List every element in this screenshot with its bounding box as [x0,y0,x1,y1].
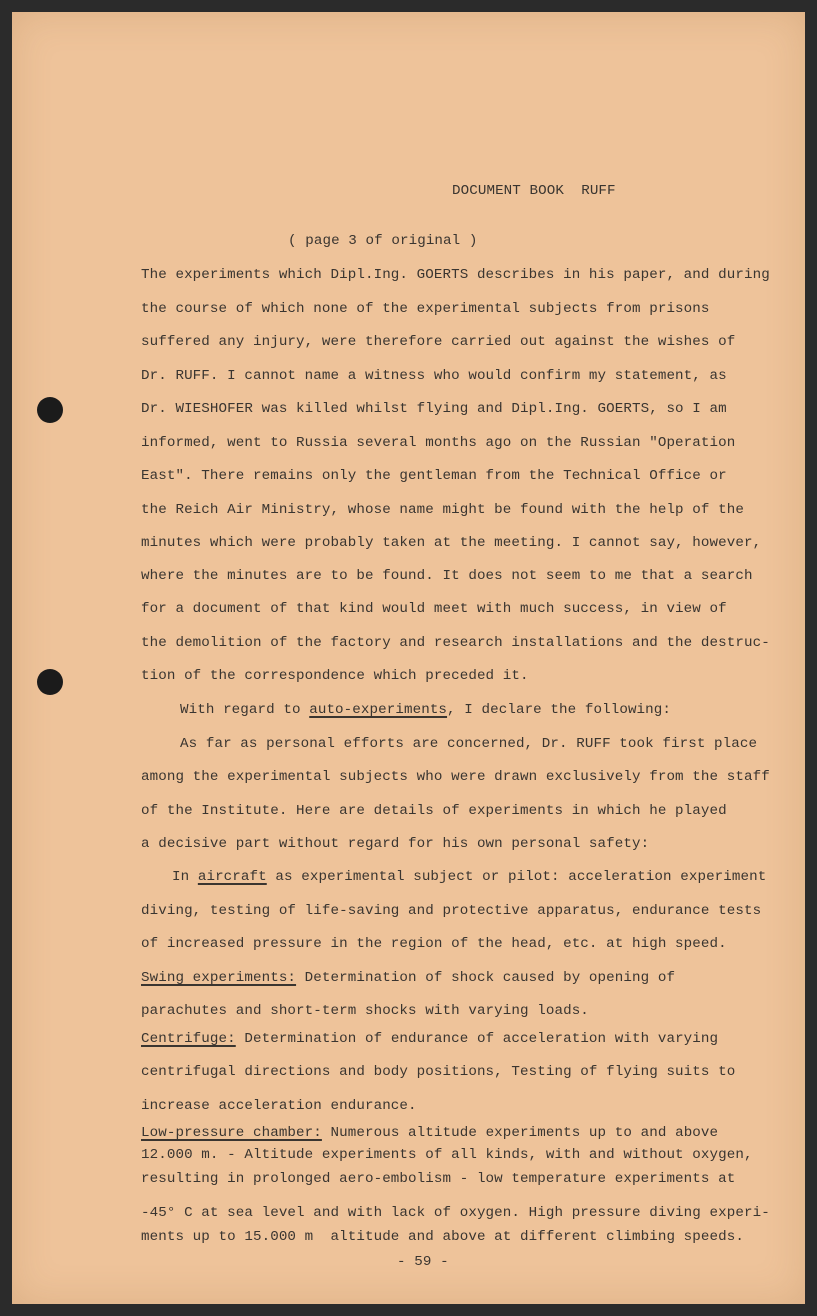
body-line: informed, went to Russia several months ago on the Russian "Operation [141,435,736,451]
aircraft-line [172,868,766,886]
body-line: tion of the correspondence which preceded it. [141,668,529,684]
body-line: the demolition of the factory and research installations and the destruc- [141,635,770,651]
document-title: DOCUMENT BOOK RUFF [452,183,616,199]
body-line: resulting in prolonged aero-embolism - low temperature experiments at [141,1171,736,1187]
body-line: Dr. WIESHOFER was killed whilst flying and Dipl.Ing. GOERTS, so I am [141,401,727,417]
auto-prefix: With regard to [180,702,310,718]
body-line: parachutes and short-term shocks with varying loads. [141,1003,589,1019]
body-line: 12.000 m. - Altitude experiments of all kinds, with and without oxygen, [141,1147,753,1163]
body-line: minutes which were probably taken at the meeting. I cannot say, however, [141,535,762,551]
body-line: of increased pressure in the region of the head, etc. at high speed. [141,936,727,952]
body-line: the course of which none of the experimental subjects from prisons [141,301,710,317]
swing-line [141,969,675,987]
body-line: -45° C at sea level and with lack of oxygen. High pressure diving experi- [141,1205,770,1221]
aircraft-suffix: as experimental subject or pilot: acceleration experiment [266,869,767,885]
body-line: suffered any injury, were therefore carried out against the wishes of [141,334,736,350]
body-line: where the minutes are to be found. It does not seem to me that a search [141,568,753,584]
body-line: of the Institute. Here are details of experiments in which he played [141,803,727,819]
body-line: among the experimental subjects who were drawn exclusively from the staff [141,769,770,785]
body-line: East". There remains only the gentleman from the Technical Office or [141,468,727,484]
body-line: centrifugal directions and body positions, Testing of flying suits to [141,1064,736,1080]
body-line: ments up to 15.000 m altitude and above at different climbing speeds. [141,1229,744,1245]
lowpressure-term: Low-pressure chamber: [141,1125,322,1141]
aircraft-term: aircraft [197,869,267,885]
punch-hole-top [37,397,63,423]
body-line: for a document of that kind would meet with much success, in view of [141,601,727,617]
auto-experiments-line [180,701,671,719]
aircraft-prefix: In [172,869,198,885]
body-line: Dr. RUFF. I cannot name a witness who would confirm my statement, as [141,368,727,384]
body-line: The experiments which Dipl.Ing. GOERTS describes in his paper, and during [141,267,770,283]
page-number: - 59 - [397,1254,449,1270]
swing-term: Swing experiments: [141,970,297,986]
centrifuge-term: Centrifuge: [141,1031,236,1047]
body-line: As far as personal efforts are concerned, Dr. RUFF took first place [180,736,758,752]
body-line: the Reich Air Ministry, whose name might be found with the help of the [141,502,744,518]
body-line: diving, testing of life-saving and protective apparatus, endurance tests [141,903,762,919]
swing-suffix: Determination of shock caused by opening of [296,970,676,986]
page-reference: ( page 3 of original ) [288,233,478,249]
centrifuge-suffix: Determination of endurance of acceleration with varying [235,1031,719,1047]
lowpressure-line [141,1124,718,1142]
body-line: increase acceleration endurance. [141,1098,417,1114]
punch-hole-bottom [37,669,63,695]
body-line: a decisive part without regard for his own personal safety: [141,836,650,852]
centrifuge-line [141,1030,718,1048]
lowpressure-suffix: Numerous altitude experiments up to and above [321,1125,719,1141]
auto-suffix: , I declare the following: [447,702,672,718]
auto-experiments-term: auto-experiments [309,702,448,718]
